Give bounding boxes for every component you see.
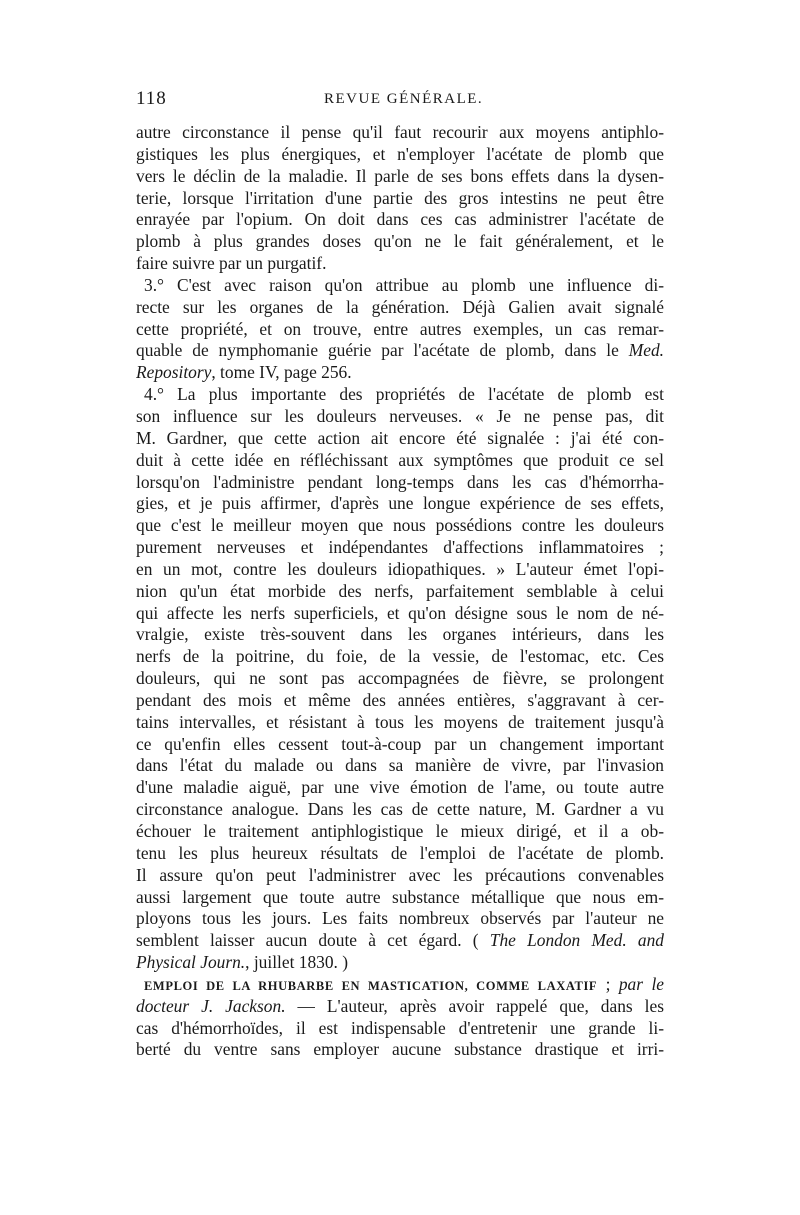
page-header (136, 88, 664, 118)
italic-text: The London Med. and (489, 930, 664, 951)
italic-text: par le (618, 973, 664, 994)
text-span: Il assure qu'on peut l'administrer avec les précautions convenables (136, 864, 664, 885)
text-line (136, 821, 664, 843)
text-line (136, 887, 664, 909)
italic-text: Med. (628, 340, 664, 361)
text-span: — L'auteur, après avoir rappelé que, dans les (285, 995, 664, 1016)
text-line (136, 908, 664, 930)
text-line (136, 952, 664, 974)
text-span: terie, lorsque l'irritation d'une partie des gros intestins ne peut être (136, 187, 664, 208)
text-span: lorsqu'on l'administre pendant long-temps dans les cas d'hémorrha- (136, 471, 664, 492)
text-line (136, 319, 664, 341)
text-line (136, 340, 664, 362)
text-line (136, 624, 664, 646)
text-line (136, 297, 664, 319)
text-line (136, 122, 664, 144)
text-span: vralgie, existe très-souvent dans les organes intérieurs, dans les (136, 624, 664, 645)
text-span: son influence sur les douleurs nerveuses. « Je ne pense pas, dit (136, 405, 664, 426)
text-span: , tome IV, page 256. (211, 362, 352, 383)
text-span: aussi largement que toute autre substance métallique que nous em- (136, 886, 664, 907)
text-span: vers le déclin de la maladie. Il parle de ses bons effets dans la dysen- (136, 165, 664, 186)
text-span: en un mot, contre les douleurs idiopathiques. » L'auteur émet l'opi- (136, 558, 664, 579)
text-line (136, 559, 664, 581)
page-number: 118 (136, 88, 167, 109)
text-span: duit à cette idée en réfléchissant aux symptômes que produit ce sel (136, 449, 664, 470)
text-line (136, 974, 664, 996)
text-line (136, 799, 664, 821)
italic-text: Repository (136, 362, 212, 383)
text-line (136, 188, 664, 210)
text-line (136, 275, 664, 297)
text-line (136, 428, 664, 450)
text-line (136, 777, 664, 799)
text-span: cette propriété, et on trouve, entre autres exemples, un cas remar- (136, 318, 664, 339)
text-line (136, 493, 664, 515)
text-span: purement nerveuses et indépendantes d'affections inflammatoires ; (136, 537, 664, 558)
body-text (136, 122, 664, 1061)
text-line (136, 1039, 664, 1061)
text-span: dans l'état du malade ou dans sa manière de vivre, par l'invasion (136, 755, 664, 776)
text-line (136, 690, 664, 712)
text-line (136, 843, 664, 865)
text-span: M. Gardner, que cette action ait encore été signalée : j'ai été con- (136, 427, 664, 448)
text-line (136, 209, 664, 231)
text-span: berté du ventre sans employer aucune substance drastique et irri- (136, 1039, 664, 1060)
text-span: ployons tous les jours. Les faits nombreux observés par l'auteur ne (136, 908, 664, 929)
text-span: semblent laisser aucun doute à cet égard. ( (136, 930, 490, 951)
text-line (136, 668, 664, 690)
text-span: faire suivre par un purgatif. (136, 253, 327, 274)
text-line (136, 253, 664, 275)
text-span: tenu les plus heureux résultats de l'emploi de l'acétate de plomb. (136, 842, 664, 863)
text-span: enrayée par l'opium. On doit dans ces cas administrer l'acétate de (136, 209, 664, 230)
italic-text: docteur J. Jackson. (136, 995, 286, 1016)
text-line (136, 734, 664, 756)
running-head: REVUE GÉNÉRALE. (324, 91, 484, 107)
text-line (136, 996, 664, 1018)
section-heading: EMPLOI DE LA RHUBARBE EN MASTICATION, COMME LAXATIF (144, 978, 598, 993)
text-line (136, 450, 664, 472)
text-span: , juillet 1830. ) (245, 952, 349, 973)
text-line (136, 865, 664, 887)
italic-text: Physical Journ. (136, 952, 246, 973)
text-line (136, 515, 664, 537)
text-span: circonstance analogue. Dans les cas de cette nature, M. Gardner a vu (136, 799, 664, 820)
text-line (136, 930, 664, 952)
text-line (136, 755, 664, 777)
text-line (136, 472, 664, 494)
text-span: pendant des mois et même des années entières, s'aggravant à cer- (136, 689, 664, 710)
text-span: nion qu'un état morbide des nerfs, parfaitement semblable à celui (136, 580, 664, 601)
text-span: douleurs, qui ne sont pas accompagnées de fièvre, se prolongent (136, 668, 664, 689)
text-line (136, 384, 664, 406)
text-span: nerfs de la poitrine, du foie, de la vessie, de l'estomac, etc. Ces (136, 646, 664, 667)
text-line (136, 646, 664, 668)
text-line (136, 231, 664, 253)
text-span: échouer le traitement antiphlogistique le mieux dirigé, et il a ob- (136, 821, 664, 841)
text-span: cas d'hémorrhoïdes, il est indispensable d'entretenir une grande li- (136, 1017, 664, 1038)
text-line (136, 406, 664, 428)
text-line (136, 581, 664, 603)
text-span: quable de nymphomanie guérie par l'acétate de plomb, dans le (136, 340, 629, 361)
text-span: qui affecte les nerfs superficiels, et qu'on désigne sous le nom de né- (136, 602, 664, 623)
text-span: que c'est le meilleur moyen que nous possédions contre les douleurs (136, 515, 664, 536)
text-span: recte sur les organes de la génération. Déjà Galien avait signalé (136, 296, 664, 317)
text-span: tains intervalles, et résistant à tous les moyens de traitement jusqu'à (136, 711, 664, 732)
text-span: ; (597, 973, 619, 994)
text-span: plomb à plus grandes doses qu'on ne le fait généralement, et le (136, 231, 664, 252)
text-line (136, 144, 664, 166)
text-span: d'une maladie aiguë, par une vive émotion de l'ame, ou toute autre (136, 777, 664, 798)
text-span: 3.° C'est avec raison qu'on attribue au plomb une influence di- (144, 274, 664, 295)
text-line (136, 712, 664, 734)
text-line (136, 603, 664, 625)
text-span: autre circonstance il pense qu'il faut recourir aux moyens antiphlo- (136, 122, 664, 142)
text-line (136, 362, 664, 384)
text-line (136, 1018, 664, 1040)
text-span: ce qu'enfin elles cessent tout-à-coup par un changement important (136, 733, 664, 754)
text-span: 4.° La plus importante des propriétés de l'acétate de plomb est (144, 384, 664, 405)
text-span: gistiques les plus énergiques, et n'employer l'acétate de plomb que (136, 143, 664, 164)
text-span: gies, et je puis affirmer, d'après une longue expérience de ses effets, (136, 493, 664, 514)
text-line (136, 537, 664, 559)
text-line (136, 166, 664, 188)
